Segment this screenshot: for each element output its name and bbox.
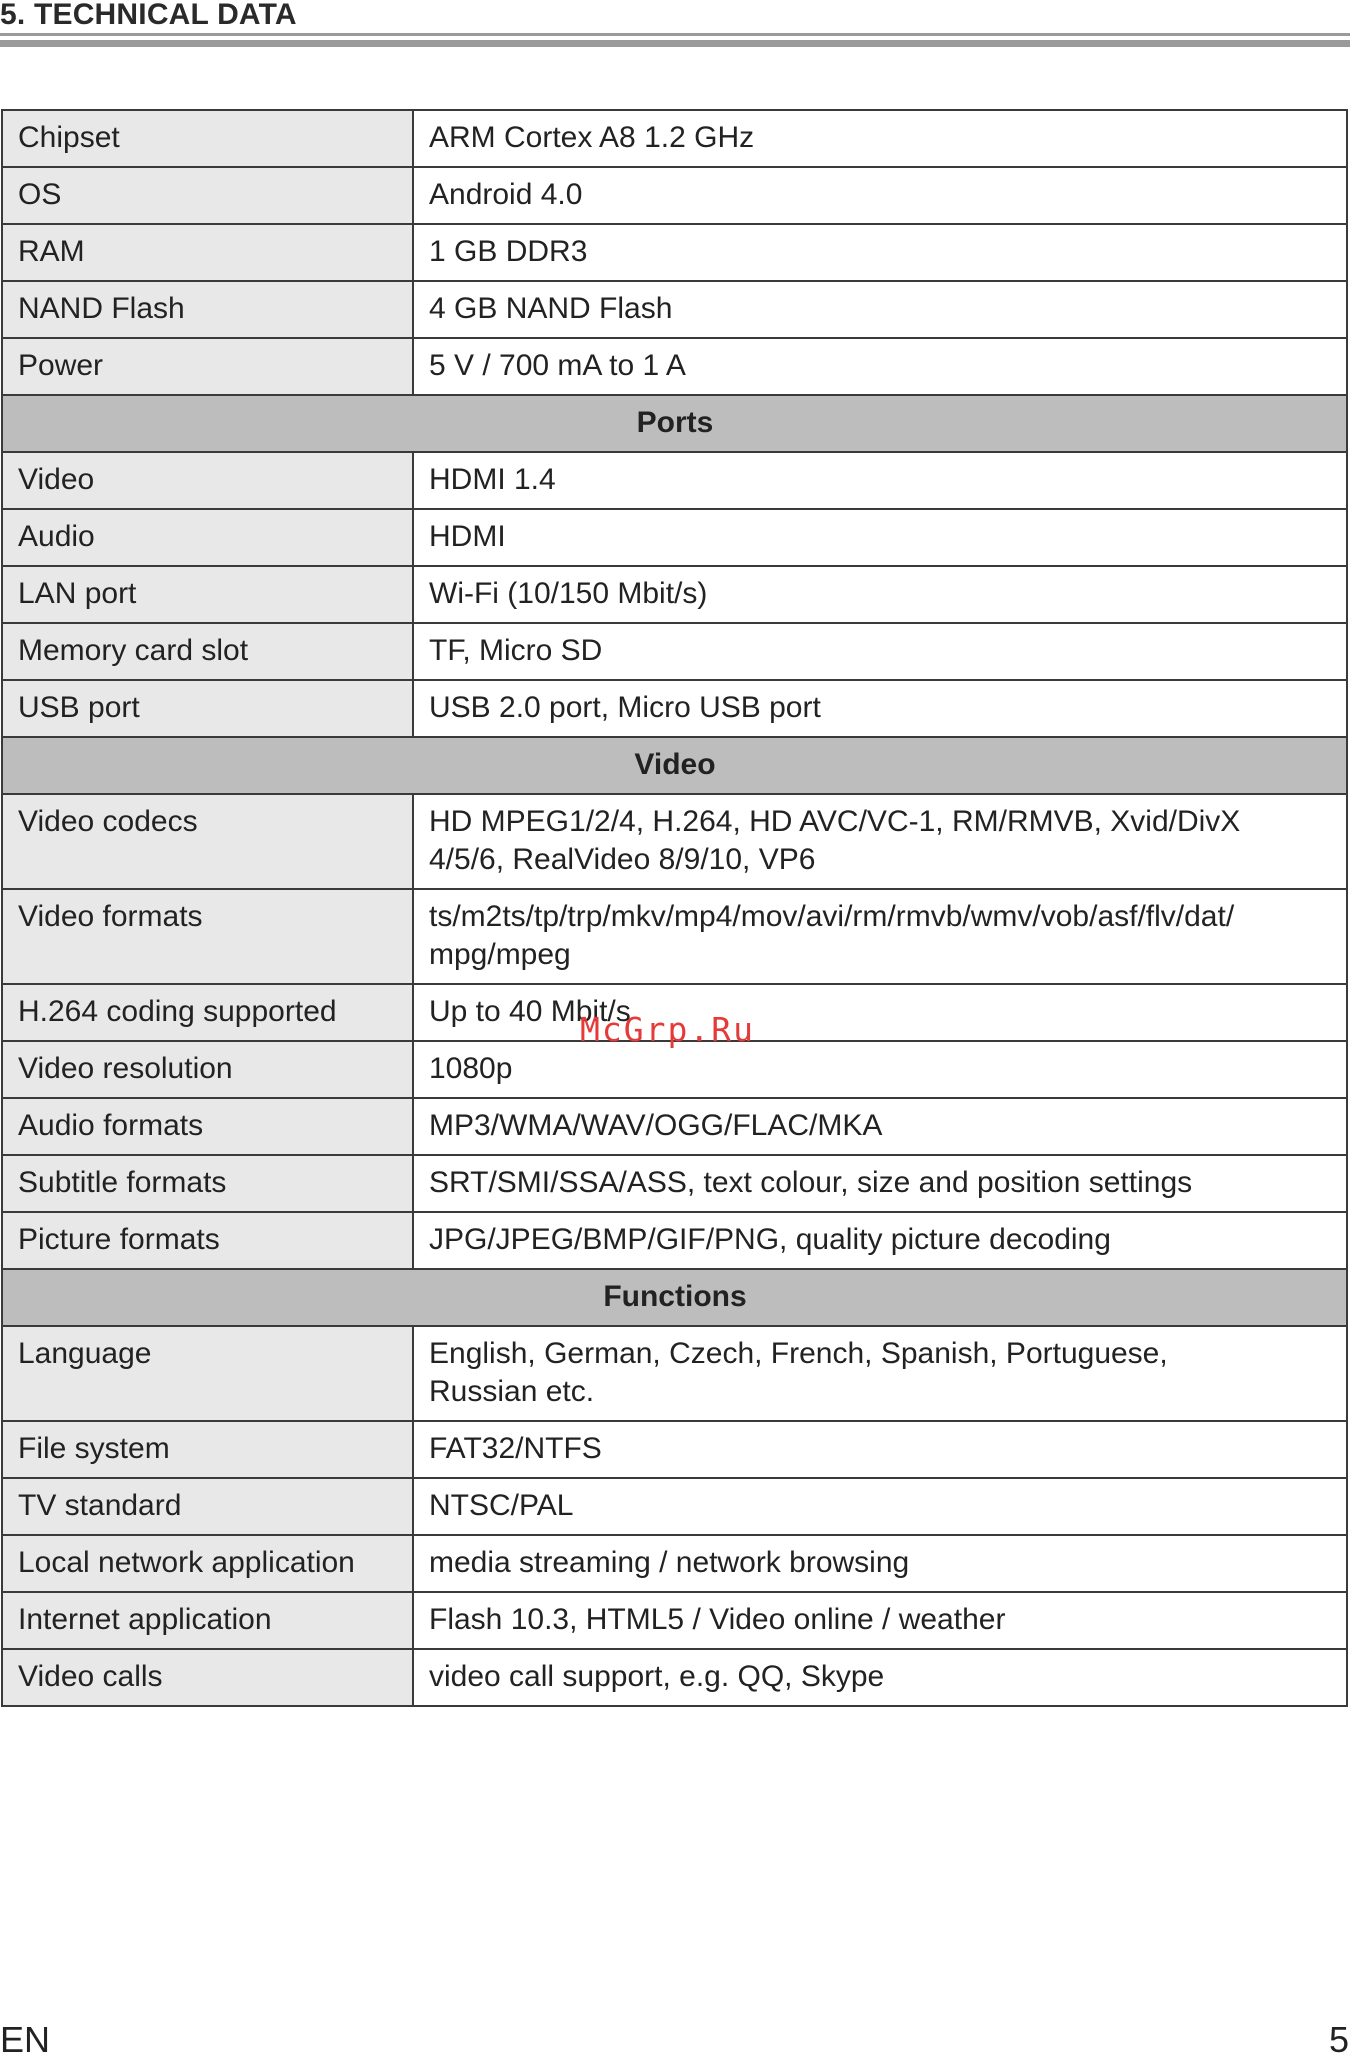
spec-value: Flash 10.3, HTML5 / Video online / weather — [413, 1592, 1347, 1649]
spec-value-line: 4/5/6, RealVideo 8/9/10, VP6 — [429, 843, 816, 876]
table-row — [2, 1041, 1347, 1098]
table-row — [2, 338, 1347, 395]
spec-label: NAND Flash — [2, 281, 413, 338]
spec-label: Audio formats — [2, 1098, 413, 1155]
spec-label: Video calls — [2, 1649, 413, 1706]
spec-value: 5 V / 700 mA to 1 A — [413, 338, 1347, 395]
spec-value: JPG/JPEG/BMP/GIF/PNG, quality picture decoding — [413, 1212, 1347, 1269]
spec-label: Video — [2, 452, 413, 509]
table-row — [2, 1535, 1347, 1592]
table-row — [2, 167, 1347, 224]
spec-value — [413, 1326, 1347, 1421]
spec-label: Picture formats — [2, 1212, 413, 1269]
spec-value: TF, Micro SD — [413, 623, 1347, 680]
spec-label: Subtitle formats — [2, 1155, 413, 1212]
spec-label: Memory card slot — [2, 623, 413, 680]
table-row — [2, 1478, 1347, 1535]
table-row — [2, 224, 1347, 281]
table-row — [2, 509, 1347, 566]
table-row — [2, 794, 1347, 889]
spec-label: Internet application — [2, 1592, 413, 1649]
spec-label: USB port — [2, 680, 413, 737]
spec-value-line: English, German, Czech, French, Spanish, Portuguese, — [429, 1337, 1168, 1370]
section-heading-cell: Video — [2, 737, 1347, 794]
spec-label: Video resolution — [2, 1041, 413, 1098]
table-row — [2, 1098, 1347, 1155]
spec-value: 1 GB DDR3 — [413, 224, 1347, 281]
technical-data-table — [1, 109, 1348, 1707]
spec-label: OS — [2, 167, 413, 224]
spec-label: Language — [2, 1326, 413, 1421]
table-row — [2, 1421, 1347, 1478]
spec-label: Video codecs — [2, 794, 413, 889]
spec-value: MP3/WMA/WAV/OGG/FLAC/MKA — [413, 1098, 1347, 1155]
spec-value: SRT/SMI/SSA/ASS, text colour, size and position settings — [413, 1155, 1347, 1212]
spec-value: video call support, e.g. QQ, Skype — [413, 1649, 1347, 1706]
spec-value: Android 4.0 — [413, 167, 1347, 224]
table-row — [2, 566, 1347, 623]
spec-value-line: HD MPEG1/2/4, H.264, HD AVC/VC-1, RM/RMVB, Xvid/DivX — [429, 805, 1241, 838]
table-row — [2, 110, 1347, 167]
spec-value-line: mpg/mpeg — [429, 938, 571, 971]
table-row — [2, 1212, 1347, 1269]
spec-value-line: Russian etc. — [429, 1375, 595, 1408]
spec-value: USB 2.0 port, Micro USB port — [413, 680, 1347, 737]
spec-label: File system — [2, 1421, 413, 1478]
watermark-logo: McGrp.Ru — [580, 1010, 755, 1049]
footer-language: EN — [0, 2019, 51, 2060]
table-row — [2, 1592, 1347, 1649]
spec-value: Wi-Fi (10/150 Mbit/s) — [413, 566, 1347, 623]
table-row — [2, 889, 1347, 984]
section-heading-cell: Ports — [2, 395, 1347, 452]
technical-data-body — [2, 110, 1347, 1706]
spec-label: Video formats — [2, 889, 413, 984]
table-section-heading — [2, 737, 1347, 794]
section-heading-cell: Functions — [2, 1269, 1347, 1326]
table-section-heading — [2, 1269, 1347, 1326]
table-section-heading — [2, 395, 1347, 452]
title-rule-thin — [0, 33, 1350, 36]
title-rule-thick — [0, 40, 1350, 47]
table-row — [2, 1649, 1347, 1706]
spec-value-line: ts/m2ts/tp/trp/mkv/mp4/mov/avi/rm/rmvb/wmv/vob/asf/flv/dat/ — [429, 900, 1235, 933]
table-row — [2, 623, 1347, 680]
spec-label: Audio — [2, 509, 413, 566]
table-row — [2, 1326, 1347, 1421]
table-row — [2, 281, 1347, 338]
spec-value — [413, 889, 1347, 984]
spec-label: RAM — [2, 224, 413, 281]
spec-value: HDMI — [413, 509, 1347, 566]
spec-label: H.264 coding supported — [2, 984, 413, 1041]
spec-value: HDMI 1.4 — [413, 452, 1347, 509]
spec-value: Up to 40 Mbit/s — [413, 984, 1347, 1041]
section-title: 5. TECHNICAL DATA — [0, 0, 297, 31]
table-row — [2, 680, 1347, 737]
spec-value: NTSC/PAL — [413, 1478, 1347, 1535]
table-row — [2, 1155, 1347, 1212]
table-row — [2, 452, 1347, 509]
spec-label: Chipset — [2, 110, 413, 167]
spec-value: media streaming / network browsing — [413, 1535, 1347, 1592]
spec-value: 1080p — [413, 1041, 1347, 1098]
spec-label: Power — [2, 338, 413, 395]
spec-value: FAT32/NTFS — [413, 1421, 1347, 1478]
spec-value: ARM Cortex A8 1.2 GHz — [413, 110, 1347, 167]
spec-label: LAN port — [2, 566, 413, 623]
spec-label: TV standard — [2, 1478, 413, 1535]
spec-value: 4 GB NAND Flash — [413, 281, 1347, 338]
footer-page-number: 5 — [1328, 2019, 1349, 2060]
spec-value — [413, 794, 1347, 889]
spec-label: Local network application — [2, 1535, 413, 1592]
